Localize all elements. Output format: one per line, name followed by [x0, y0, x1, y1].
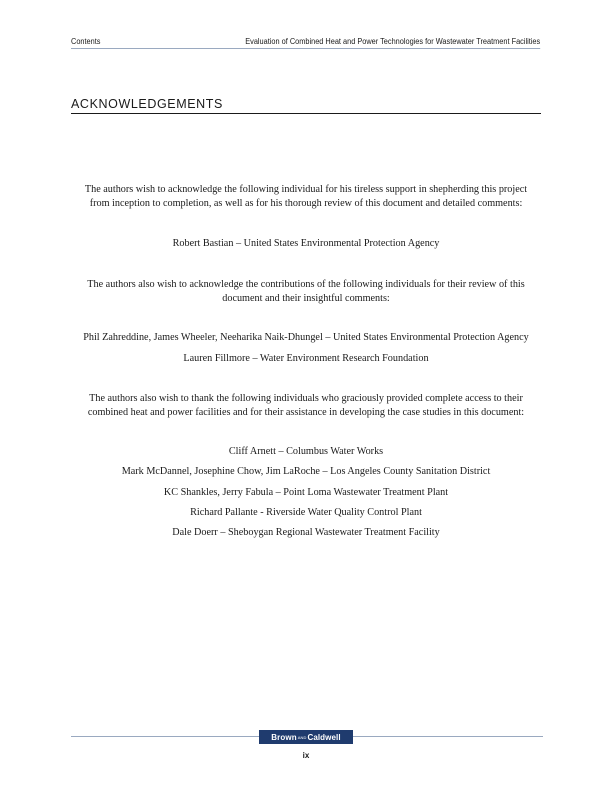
header-right: Evaluation of Combined Heat and Power Technologies for Wastewater Treatment Facilities [245, 37, 541, 46]
paragraph-line: from inception to completion, as well as for his thorough review of this document and detailed comments: [89, 197, 523, 209]
reviewer-line: Phil Zahreddine, James Wheeler, Neeharika Naik-Dhungel – United States Environmental Protection Agency [83, 332, 529, 343]
reviewer-line: Lauren Fillmore – Water Environment Research Foundation [183, 353, 429, 364]
page-number: ix [302, 751, 310, 760]
paragraph-line: combined heat and power facilities and for their assistance in developing the case studies in this document: [87, 406, 525, 418]
facility-contact-line: Cliff Arnett – Columbus Water Works [228, 446, 384, 457]
paragraph-acknowledge-reviewers [60, 278, 552, 305]
facility-contact-line: KC Shankles, Jerry Fabula – Point Loma Wastewater Treatment Plant [163, 487, 449, 498]
section-title: ACKNOWLEDGEMENTS [71, 97, 541, 114]
acknowledged-person: Robert Bastian – United States Environmental Protection Agency [172, 238, 440, 249]
paragraph-line: The authors also wish to thank the following individuals who graciously provided complete access to their [89, 393, 523, 404]
facility-contact-line: Richard Pallante - Riverside Water Quality Control Plant [190, 507, 422, 518]
paragraph-line: The authors wish to acknowledge the following individual for his tireless support in shepherding this project [84, 184, 528, 195]
facility-contact-line: Dale Doerr – Sheboygan Regional Wastewater Treatment Facility [172, 527, 440, 538]
paragraph-line: document and their insightful comments: [222, 292, 390, 304]
paragraph-thank-facilities [60, 392, 552, 419]
facility-contact-line: Mark McDannel, Josephine Chow, Jim LaRoche – Los Angeles County Sanitation District [121, 466, 491, 477]
paragraph-acknowledge-individual [60, 183, 552, 210]
brown-and-caldwell-logo: Brown AND Caldwell [259, 730, 353, 744]
paragraph-line: The authors also wish to acknowledge the contributions of the following individuals for their review of this [87, 279, 525, 290]
page-header [71, 37, 540, 49]
header-left: Contents [71, 37, 101, 46]
